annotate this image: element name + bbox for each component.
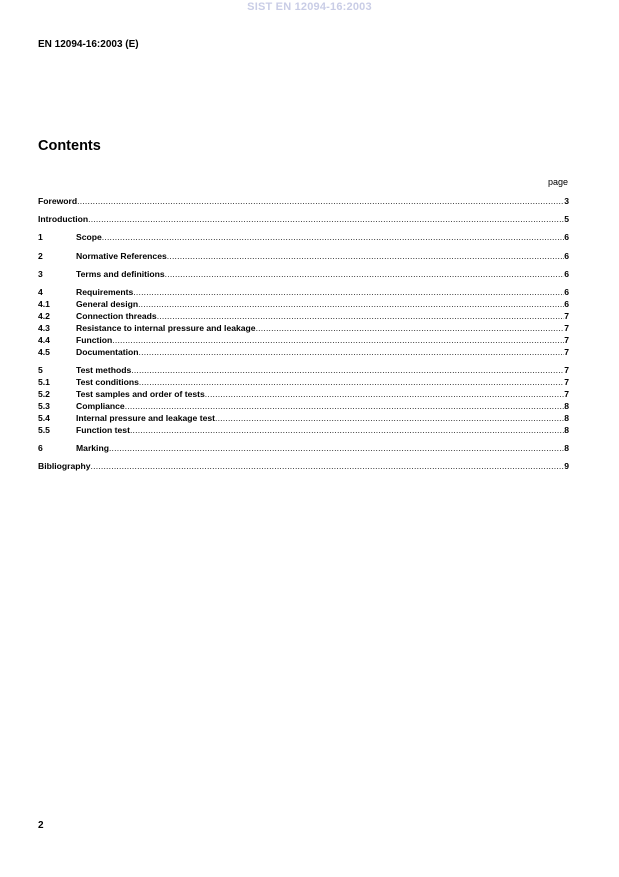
- toc-entry-scope[interactable]: [38, 231, 569, 243]
- toc-entry-title: Requirements: [76, 287, 134, 297]
- toc-leader-dots: [139, 377, 564, 388]
- toc-entry-number: 3: [38, 269, 43, 279]
- toc-entry-documentation[interactable]: [38, 346, 569, 358]
- toc-leader-dots: [205, 389, 564, 400]
- toc-entry-general-design[interactable]: [38, 298, 569, 310]
- toc-entry-title: Documentation: [76, 347, 139, 357]
- toc-entry-title: Internal pressure and leakage test: [76, 413, 215, 423]
- toc-entry-title: Marking: [76, 443, 109, 453]
- toc-entry-title: Test samples and order of tests: [76, 389, 205, 399]
- toc-entry-number: 1: [38, 232, 43, 242]
- toc-leader-dots: [139, 347, 565, 358]
- toc-entry-foreword[interactable]: [38, 195, 569, 207]
- toc-entry-number: 5.3: [38, 401, 50, 411]
- toc-entry-connection-threads[interactable]: [38, 310, 569, 322]
- toc-entry-title: Bibliography: [38, 461, 91, 471]
- page-column-label: page: [547, 177, 568, 187]
- toc-entry-test-conditions[interactable]: [38, 376, 569, 388]
- toc-leader-dots: [167, 251, 564, 262]
- toc-entry-page: 9: [564, 461, 569, 471]
- toc-entry-page: 6: [564, 287, 569, 297]
- toc-entry-page: 3: [564, 196, 569, 206]
- toc-entry-number: 6: [38, 443, 43, 453]
- toc-leader-dots: [165, 269, 565, 280]
- toc-entry-title: Test methods: [76, 365, 132, 375]
- toc-entry-number: 2: [38, 251, 43, 261]
- toc-entry-page: 6: [564, 299, 569, 309]
- toc-entry-compliance[interactable]: [38, 400, 569, 412]
- toc-entry-number: 4.2: [38, 311, 50, 321]
- toc-entry-page: 7: [564, 389, 569, 399]
- toc-entry-number: 5.2: [38, 389, 50, 399]
- toc-entry-marking[interactable]: [38, 442, 569, 454]
- toc-entry-number: 4.4: [38, 335, 50, 345]
- toc-entry-page: 7: [564, 323, 569, 333]
- toc-leader-dots: [133, 287, 564, 298]
- toc-entry-function[interactable]: [38, 334, 569, 346]
- toc-entry-requirements[interactable]: [38, 286, 569, 298]
- toc-entry-page: 7: [564, 347, 569, 357]
- toc-entry-page: 8: [564, 413, 569, 423]
- toc-entry-page: 7: [564, 311, 569, 321]
- toc-entry-test-samples[interactable]: [38, 388, 569, 400]
- toc-entry-title: Test conditions: [76, 377, 139, 387]
- toc-entry-page: 6: [564, 232, 569, 242]
- toc-entry-resistance-to-internal-pressure[interactable]: [38, 322, 569, 334]
- page-number: 2: [38, 820, 44, 831]
- toc-leader-dots: [77, 196, 564, 207]
- toc-entry-page: 8: [564, 425, 569, 435]
- toc-leader-dots: [125, 401, 565, 412]
- toc-leader-dots: [138, 299, 564, 310]
- toc-entry-number: 4.1: [38, 299, 50, 309]
- toc-leader-dots: [215, 413, 564, 424]
- toc-entry-page: 7: [564, 365, 569, 375]
- toc-entry-page: 8: [564, 443, 569, 453]
- toc-entry-page: 5: [564, 214, 569, 224]
- toc-entry-introduction[interactable]: [38, 213, 569, 225]
- toc-entry-number: 4.5: [38, 347, 50, 357]
- toc-leader-dots: [91, 461, 565, 472]
- toc-entry-title: Terms and definitions: [76, 269, 165, 279]
- toc-entry-title: Introduction: [38, 214, 89, 224]
- toc-entry-title: Resistance to internal pressure and leakage: [76, 323, 256, 333]
- toc-entry-page: 7: [564, 377, 569, 387]
- toc-entry-bibliography[interactable]: [38, 460, 569, 472]
- toc-leader-dots: [109, 443, 564, 454]
- toc-entry-test-methods[interactable]: [38, 364, 569, 376]
- toc-leader-dots: [130, 425, 564, 436]
- toc-entry-page: 6: [564, 251, 569, 261]
- toc-entry-page: 7: [564, 335, 569, 345]
- toc-entry-page: 8: [564, 401, 569, 411]
- toc-entry-number: 5: [38, 365, 43, 375]
- toc-entry-number: 5.5: [38, 425, 50, 435]
- toc-entry-terms-and-definitions[interactable]: [38, 268, 569, 280]
- toc-leader-dots: [131, 365, 564, 376]
- toc-entry-function-test[interactable]: [38, 424, 569, 436]
- toc-leader-dots: [88, 214, 564, 225]
- toc-entry-number: 5.4: [38, 413, 50, 423]
- toc-entry-internal-pressure-test[interactable]: [38, 412, 569, 424]
- toc-entry-normative-references[interactable]: [38, 250, 569, 262]
- toc-entry-title: Function: [76, 335, 113, 345]
- toc-entry-title: Foreword: [38, 196, 78, 206]
- contents-heading: Contents: [38, 138, 101, 154]
- document-identifier: EN 12094-16:2003 (E): [38, 39, 139, 50]
- toc-entry-title: Compliance: [76, 401, 125, 411]
- toc-entry-title: General design: [76, 299, 139, 309]
- toc-leader-dots: [157, 311, 565, 322]
- watermark: SIST EN 12094-16:2003: [247, 1, 372, 13]
- toc-entry-page: 6: [564, 269, 569, 279]
- toc-entry-title: Connection threads: [76, 311, 157, 321]
- toc-entry-title: Function test: [76, 425, 130, 435]
- toc-entry-title: Normative References: [76, 251, 167, 261]
- toc-entry-number: 4.3: [38, 323, 50, 333]
- toc-entry-number: 4: [38, 287, 43, 297]
- toc-leader-dots: [102, 232, 564, 243]
- toc-entry-number: 5.1: [38, 377, 50, 387]
- toc-leader-dots: [112, 335, 564, 346]
- toc-leader-dots: [256, 323, 565, 334]
- toc-entry-title: Scope: [76, 232, 102, 242]
